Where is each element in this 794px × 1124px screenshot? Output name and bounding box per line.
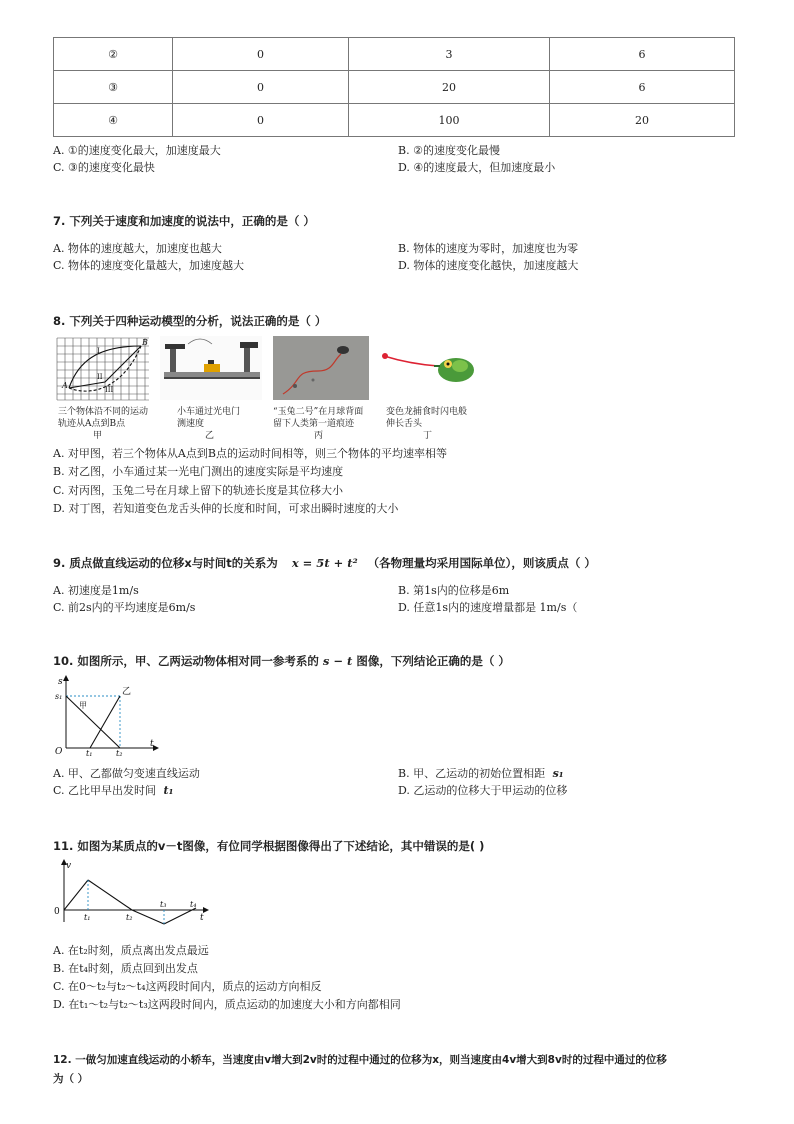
table-row (54, 38, 735, 71)
q10-option-b-symbol: s₁ (552, 767, 564, 780)
grid-label-i: I (97, 347, 100, 355)
caption-bing-line2: 留下人类第一道痕迹 (273, 419, 355, 429)
q8-option-b: B. 对乙图，小车通过某一光电门测出的速度实际是平均速度 (53, 465, 344, 478)
q7-option-d: D. 物体的速度变化越快，加速度越大 (398, 259, 579, 272)
caption-jia-line2: 轨迹从A点到B点 (58, 419, 126, 429)
caption-bing-line1: “玉兔二号”在月球背面 (273, 407, 364, 417)
caption-jia-line1: 三个物体沿不同的运动 (58, 407, 149, 417)
q9-option-d: D. 任意1s内的速度增量都是 1m/s（ (398, 601, 578, 614)
caption-yi-line2: 测速度 (177, 419, 205, 429)
t-axis-label: t (150, 739, 154, 749)
q9-stem (53, 555, 596, 571)
s-t-graph (52, 672, 162, 756)
t1-label: t₁ (86, 749, 93, 756)
table-cell: 3 (349, 38, 550, 71)
q11-option-c: C. 在0～t₂与t₂～t₄这两段时间内，质点的运动方向相反 (53, 980, 322, 993)
q11-option-d: D. 在t₁～t₂与t₂～t₃这两段时间内，质点运动的加速度大小和方向都相同 (53, 998, 401, 1011)
caption-yi-label: 乙 (205, 431, 215, 441)
moon-track-figure (273, 336, 369, 400)
q8-option-d: D. 对丁图，若知道变色龙舌头伸的长度和时间，可求出瞬时速度的大小 (53, 502, 399, 515)
q12-stem-line2: 为（ ） (53, 1073, 89, 1085)
q9-option-b: B. 第1s内的位移是6m (398, 584, 510, 597)
q8-stem: 8. 下列关于四种运动模型的分析，说法正确的是（ ） (53, 314, 327, 328)
table-cell: 6 (550, 71, 735, 104)
v-axis-label: v (66, 861, 72, 871)
table-cell: 100 (349, 104, 550, 137)
table-cell: 20 (349, 71, 550, 104)
table-row (54, 104, 735, 137)
t3-label: t₃ (160, 900, 167, 909)
yi-label: 乙 (122, 687, 132, 697)
q6-option-b: B. ②的速度变化最慢 (398, 144, 500, 157)
q9-option-a: A. 初速度是1m/s (53, 584, 139, 597)
caption-ding-label: 丁 (423, 431, 433, 441)
t-axis-label: t (200, 913, 204, 923)
q10-option-c-symbol: t₁ (163, 784, 174, 797)
q11-option-b: B. 在t₄时刻，质点回到出发点 (53, 962, 198, 975)
grid-label-b: B (142, 338, 148, 347)
q6-option-a: A. ①的速度变化最大，加速度最大 (53, 144, 221, 157)
t2-label: t₂ (116, 749, 123, 756)
q9-stem-suffix: （各物理量均采用国际单位），则该质点（ ） (367, 556, 596, 570)
q9-option-c: C. 前2s内的平均速度是6m/s (53, 601, 196, 614)
q10-option-a: A. 甲、乙都做匀变速直线运动 (53, 767, 200, 780)
grid-label-ii: II (97, 373, 103, 381)
q9-formula: x = 5t + t² (291, 556, 358, 570)
q10-stem-suffix: 图像，下列结论正确的是（ ） (356, 654, 510, 668)
grid-label-a: A (62, 381, 68, 390)
table-cell: ③ (54, 71, 173, 104)
t1-label: t₁ (84, 913, 91, 922)
table-cell: 6 (550, 38, 735, 71)
caption-bing-label: 丙 (314, 431, 324, 441)
caption-jia-label: 甲 (93, 431, 103, 441)
jia-label: 甲 (79, 701, 87, 710)
trajectory-grid-figure (55, 336, 151, 402)
q8-option-a: A. 对甲图，若三个物体从A点到B点的运动时间相等，则三个物体的平均速率相等 (53, 447, 447, 460)
table-cell: 20 (550, 104, 735, 137)
q12-stem-line1: 12. 一做匀加速直线运动的小轿车，当速度由v增大到2v时的过程中通过的位移为x，则当速度由4v增大到8v时的过程中通过的位移 (53, 1054, 667, 1066)
q7-option-b: B. 物体的速度为零时，加速度也为零 (398, 242, 579, 255)
caption-ding-line2: 伸长舌头 (386, 419, 423, 429)
q10-option-c (53, 784, 173, 798)
q10-option-d: D. 乙运动的位移大于甲运动的位移 (398, 784, 568, 797)
t4-label: t₄ (190, 900, 197, 909)
caption-yi-line1: 小车通过光电门 (177, 407, 241, 417)
rate-table (53, 37, 735, 137)
q7-option-a: A. 物体的速度越大，加速度也越大 (53, 242, 222, 255)
table-row (54, 71, 735, 104)
q6-option-d: D. ④的速度最大，但加速度最小 (398, 161, 556, 174)
q7-stem: 7. 下列关于速度和加速度的说法中，正确的是（ ） (53, 214, 315, 228)
chameleon-figure (380, 336, 476, 400)
grid-label-iii: III (105, 386, 114, 394)
q10-formula: s − t (322, 654, 353, 668)
q10-option-c-text: C. 乙比甲早出发时间 (53, 784, 157, 797)
q10-stem-prefix: 10. 如图所示，甲、乙两运动物体相对同一参考系的 (53, 654, 319, 668)
origin-label: 0 (54, 907, 60, 917)
table-cell: ② (54, 38, 173, 71)
origin-label: O (55, 747, 63, 756)
table-cell: ④ (54, 104, 173, 137)
q11-stem: 11. 如图为某质点的v－t图像，有位同学根据图像得出了下述结论，其中错误的是( ) (53, 839, 485, 853)
v-t-graph (52, 858, 212, 928)
table-cell: 0 (173, 71, 349, 104)
q10-stem (53, 653, 510, 669)
photogate-figure (160, 336, 262, 400)
table-cell: 0 (173, 104, 349, 137)
s1-label: s₁ (55, 692, 63, 701)
s-axis-label: s (58, 677, 63, 687)
q10-option-b-text: B. 甲、乙运动的初始位置相距 (398, 767, 546, 780)
q6-option-c: C. ③的速度变化最快 (53, 161, 155, 174)
q8-option-c: C. 对丙图，玉兔二号在月球上留下的轨迹长度是其位移大小 (53, 484, 344, 497)
caption-ding-line1: 变色龙捕食时闪电般 (386, 407, 468, 417)
t2-label: t₂ (126, 913, 133, 922)
q10-option-b (398, 767, 564, 781)
q7-option-c: C. 物体的速度变化量越大，加速度越大 (53, 259, 245, 272)
q9-stem-prefix: 9. 质点做直线运动的位移x与时间t的关系为 (53, 556, 278, 570)
table-cell: 0 (173, 38, 349, 71)
q11-option-a: A. 在t₂时刻，质点离出发点最远 (53, 944, 209, 957)
